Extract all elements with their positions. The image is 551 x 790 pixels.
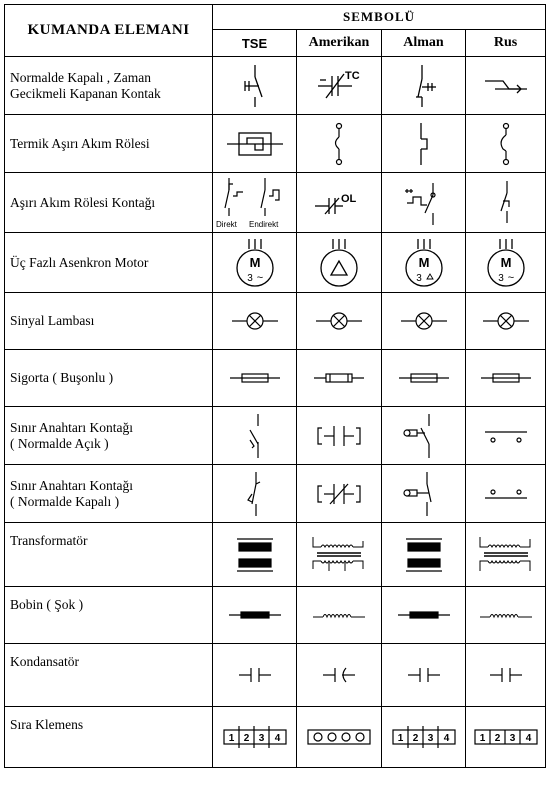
table-row (5, 407, 546, 465)
svg-text:3: 3 (497, 272, 504, 284)
fuse-alman-icon (397, 368, 451, 388)
fuse-tse-icon (228, 368, 282, 388)
svg-text:1: 1 (479, 733, 485, 744)
row-name: Kondansatör (5, 644, 213, 707)
table-row (5, 644, 546, 707)
svg-text:M: M (418, 254, 429, 270)
motor-tse-icon (235, 237, 275, 289)
svg-text:3: 3 (427, 733, 433, 744)
svg-text:4: 4 (525, 733, 531, 744)
capacitor-alman-icon (404, 665, 444, 685)
thermal-relay-rus-icon (491, 121, 521, 167)
row-name: Üç Fazlı Asenkron Motor (5, 233, 213, 293)
svg-text:4: 4 (443, 733, 449, 744)
svg-text:TC: TC (345, 69, 360, 82)
table-row (5, 57, 546, 115)
nc-delayed-contact-alman-icon (404, 63, 444, 109)
limit-switch-no-amerikan-icon (312, 418, 366, 454)
table-row (5, 233, 546, 293)
svg-text:2: 2 (243, 733, 249, 744)
overload-relay-contact-tse-icon (215, 176, 295, 230)
row-name: Bobin ( Şok ) (5, 587, 213, 644)
overload-relay-contact-amerikan-icon (311, 188, 367, 218)
svg-text:~: ~ (256, 271, 263, 284)
terminal-block-rus-icon (473, 722, 539, 752)
choke-coil-tse-icon (227, 607, 283, 623)
table-row (5, 587, 546, 644)
transformer-tse-icon (233, 533, 277, 577)
header-rus: Rus (466, 30, 546, 57)
terminal-block-tse-icon (222, 722, 288, 752)
svg-text:M: M (500, 254, 511, 270)
choke-coil-amerikan-icon (311, 607, 367, 623)
table-row (5, 350, 546, 407)
svg-text:1: 1 (228, 733, 234, 744)
capacitor-amerikan-icon (319, 665, 359, 685)
row-name: Sınır Anahtarı Kontağı ( Normalde Açık ) (5, 407, 213, 465)
header-element: KUMANDA ELEMANI (5, 5, 213, 57)
row-name: Termik Aşırı Akım Rölesi (5, 115, 213, 173)
svg-text:3: 3 (509, 733, 515, 744)
svg-text:OL: OL (341, 192, 357, 205)
table-row (5, 173, 546, 233)
row-name: Aşırı Akım Rölesi Kontağı (5, 173, 213, 233)
motor-amerikan-icon (319, 237, 359, 289)
table-row (5, 293, 546, 350)
table-row (5, 465, 546, 523)
choke-coil-rus-icon (478, 607, 534, 623)
transformer-alman-icon (402, 533, 446, 577)
svg-text:3: 3 (415, 272, 422, 284)
limit-switch-nc-alman-icon (399, 470, 449, 518)
svg-text:4: 4 (274, 733, 280, 744)
terminal-block-amerikan-icon (306, 722, 372, 752)
row-name: Transformatör (5, 523, 213, 587)
svg-text:2: 2 (494, 733, 500, 744)
overload-relay-contact-alman-icon (399, 179, 449, 227)
row-name: Normalde Kapalı , Zaman Gecikmeli Kapanan Kontak (5, 57, 213, 115)
capacitor-tse-icon (235, 665, 275, 685)
limit-switch-no-tse-icon (240, 412, 270, 460)
svg-text:Direkt: Direkt (215, 219, 237, 229)
limit-switch-nc-amerikan-icon (312, 476, 366, 512)
choke-coil-alman-icon (396, 607, 452, 623)
nc-delayed-contact-tse-icon (235, 63, 275, 109)
signal-lamp-amerikan-icon (314, 309, 364, 333)
capacitor-rus-icon (486, 665, 526, 685)
nc-delayed-contact-amerikan-icon (314, 66, 364, 106)
thermal-relay-amerikan-icon (324, 121, 354, 167)
limit-switch-nc-rus-icon (481, 484, 531, 504)
symbol-table (4, 4, 546, 768)
nc-delayed-contact-rus-icon (481, 71, 531, 101)
table-row (5, 523, 546, 587)
signal-lamp-rus-icon (481, 309, 531, 333)
fuse-rus-icon (479, 368, 533, 388)
limit-switch-nc-tse-icon (240, 470, 270, 518)
table-row (5, 115, 546, 173)
terminal-block-alman-icon (391, 722, 457, 752)
header-amerikan: Amerikan (297, 30, 382, 57)
row-name: Sigorta ( Buşonlu ) (5, 350, 213, 407)
signal-lamp-alman-icon (399, 309, 449, 333)
transformer-rus-icon (476, 533, 536, 577)
transformer-amerikan-icon (309, 533, 369, 577)
row-name: Sıra Klemens (5, 707, 213, 768)
fuse-amerikan-icon (312, 368, 366, 388)
svg-text:~: ~ (507, 271, 514, 284)
header-symbol: SEMBOLÜ (213, 5, 546, 30)
row-name: Sinyal Lambası (5, 293, 213, 350)
overload-relay-contact-rus-icon (491, 179, 521, 227)
limit-switch-no-alman-icon (399, 412, 449, 460)
svg-text:2: 2 (412, 733, 418, 744)
row-name: Sınır Anahtarı Kontağı ( Normalde Kapalı ) (5, 465, 213, 523)
header-tse: TSE (213, 30, 297, 57)
svg-text:M: M (249, 254, 260, 270)
svg-text:1: 1 (397, 733, 403, 744)
svg-text:3: 3 (246, 272, 253, 284)
thermal-relay-tse-icon (225, 127, 285, 161)
limit-switch-no-rus-icon (481, 426, 531, 446)
svg-text:Endirekt: Endirekt (248, 219, 278, 229)
svg-text:3: 3 (258, 733, 264, 744)
motor-alman-icon (404, 237, 444, 289)
header-alman: Alman (382, 30, 466, 57)
signal-lamp-tse-icon (230, 309, 280, 333)
table-row (5, 707, 546, 768)
thermal-relay-alman-icon (409, 121, 439, 167)
motor-rus-icon (486, 237, 526, 289)
